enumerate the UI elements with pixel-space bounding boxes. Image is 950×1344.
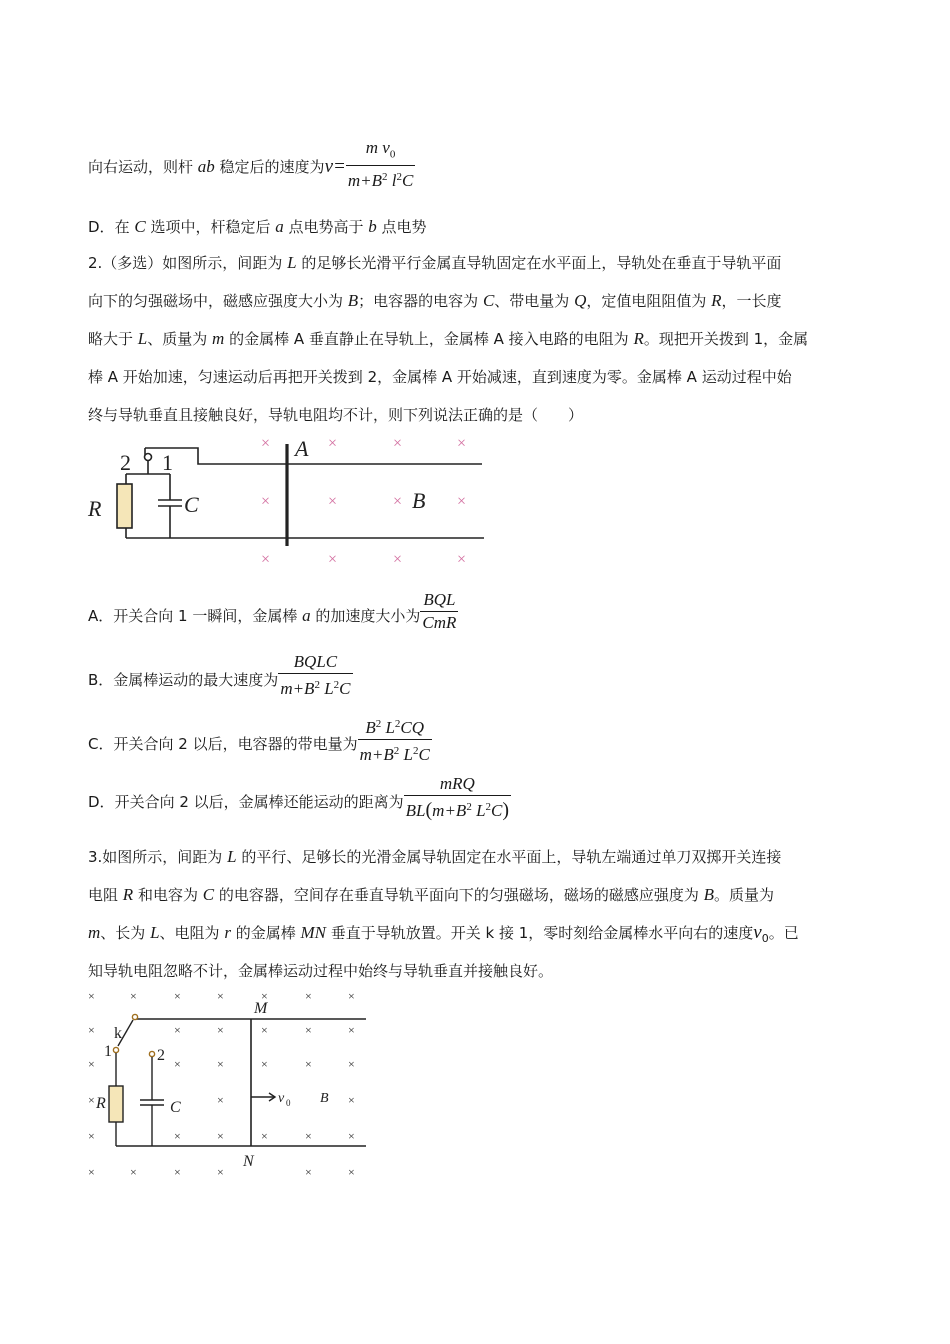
field-cross: × [348, 1165, 355, 1179]
option-b-fraction: $\frac{\text{BQLC}}{m+B^2 L^2C}$ [280, 652, 351, 698]
field-cross: × [328, 435, 338, 452]
velocity-fraction: $\frac{m v_0}{m+B^2 l^2C}$ [347, 138, 414, 191]
field-cross: × [261, 493, 271, 510]
field-cross: × [174, 989, 181, 1003]
field-cross: × [174, 1129, 181, 1143]
field-cross: × [174, 1023, 181, 1037]
field-cross: × [88, 1093, 95, 1107]
q2-line-1: 2.（多选）如图所示，间距为 L 的足够长光滑平行金属直导轨固定在水平面上，导轨处在垂直于导轨平面 [88, 253, 782, 272]
q2-line-4: 棒 A 开始加速，匀速运动后再把开关拨到 2，金属棒 A 开始减速，直到速度为零。金属棒 A 运动过程中始 [88, 368, 792, 386]
field-cross: × [130, 989, 137, 1003]
rod-label-m: M [254, 1000, 268, 1017]
field-cross: × [348, 1129, 355, 1143]
field-cross: × [348, 1057, 355, 1071]
field-cross: × [393, 435, 403, 452]
field-cross: × [457, 551, 467, 568]
field-cross: × [261, 1129, 268, 1143]
q2-circuit-figure [80, 428, 500, 578]
field-label: B [412, 488, 426, 513]
q2-option-b: B．金属棒运动的最大速度为 $\frac{\text{BQLC}}{m+B^2 L^2C}$ [88, 652, 351, 698]
q3-line-2: 电阻 R 和电容为 C 的电容器，空间存在垂直导轨平面向下的匀强磁场，磁场的磁感应强度为 B。质量为 [88, 885, 775, 904]
field-cross: × [217, 1057, 224, 1071]
field-cross: × [457, 493, 467, 510]
switch-label-2: 2 [157, 1047, 165, 1064]
field-cross: × [174, 1165, 181, 1179]
field-cross: × [261, 1023, 268, 1037]
field-cross: × [457, 435, 467, 452]
q1-option-d: D．在 C 选项中，杆稳定后 a 点电势高于 b 点电势 [88, 217, 427, 236]
switch-label-k: k [114, 1025, 122, 1042]
q2-option-c: C．开关合向 2 以后，电容器的带电量为 $\frac{B^2 L^2CQ}{m+B^2 L^2C}$ [88, 724, 432, 765]
field-cross: × [217, 1023, 224, 1037]
field-cross: × [348, 1093, 355, 1107]
field-cross: × [305, 1057, 312, 1071]
q3-line-3: m、长为 L、电阻为 r 的金属棒 MN 垂直于导轨放置。开关 k 接 1，零时刻给金属棒水平向右的速度$v_0$。已 [88, 922, 799, 945]
field-cross: × [261, 551, 271, 568]
field-cross: × [130, 1165, 137, 1179]
q2-line-5: 终与导轨垂直且接触良好，导轨电阻均不计，则下列说法正确的是（ ） [88, 406, 584, 424]
field-cross: × [88, 1165, 95, 1179]
field-label: B [320, 1091, 329, 1106]
q2-line-3: 略大于 L、质量为 m 的金属棒 A 垂直静止在导轨上，金属棒 A 接入电路的电阻为 R。现把开关拨到 1，金属 [88, 329, 809, 348]
switch-label-1: 1 [162, 450, 173, 475]
field-cross: × [174, 1057, 181, 1071]
field-cross: × [393, 493, 403, 510]
q2-option-d: D．开关合向 2 以后，金属棒还能运动的距离为 $\frac{\text{mRQ}}{BL(m+B^2 L^2C)}$ [88, 774, 510, 821]
q2-option-a: A．开关合向 1 一瞬间，金属棒 a 的加速度大小为 $\frac{\text{BQL}}{\text{CmR}}$ [88, 590, 457, 632]
q2-line-2: 向下的匀强磁场中，磁感应强度大小为 B；电容器的电容为 C、带电量为 Q，定值电阻阻值为 R，一长度 [88, 291, 782, 310]
field-cross: × [88, 989, 95, 1003]
field-cross: × [305, 1165, 312, 1179]
field-cross: × [217, 1129, 224, 1143]
formula-v: v= [324, 156, 346, 178]
field-cross: × [328, 493, 338, 510]
q3-line-1: 3.如图所示，间距为 L 的平行、足够长的光滑金属导轨固定在水平面上，导轨左端通过单刀双掷开关连接 [88, 847, 782, 866]
field-cross: × [261, 989, 268, 1003]
field-cross: × [305, 989, 312, 1003]
field-cross: × [328, 551, 338, 568]
field-cross: × [217, 1093, 224, 1107]
field-cross: × [88, 1129, 95, 1143]
q1-line-1: 向右运动，则杆 ab 稳定后的速度为v= $\frac{m v_0}{m+B^2 l^2C}$ [88, 138, 414, 191]
capacitor-label: C [170, 1099, 181, 1116]
option-d-fraction: $\frac{\text{mRQ}}{BL(m+B^2 L^2C)}$ [405, 774, 510, 821]
capacitor-label: C [184, 492, 199, 517]
field-cross: × [88, 1057, 95, 1071]
resistor-label: R [88, 496, 102, 521]
field-cross: × [393, 551, 403, 568]
field-cross: × [305, 1129, 312, 1143]
q3-line-4: 知导轨电阻忽略不计，金属棒运动过程中始终与导轨垂直并接触良好。 [88, 962, 554, 980]
field-cross: × [348, 989, 355, 1003]
field-cross: × [261, 1057, 268, 1071]
resistor-label: R [96, 1095, 106, 1112]
switch-label-1: 1 [104, 1043, 112, 1060]
velocity-subscript: 0 [286, 1098, 291, 1108]
option-a-fraction: $\frac{\text{BQL}}{\text{CmR}}$ [422, 590, 457, 632]
field-cross: × [88, 1023, 95, 1037]
field-cross: × [305, 1023, 312, 1037]
rod-label-n: N [243, 1153, 254, 1170]
q3-circuit-figure [80, 984, 380, 1184]
field-cross: × [217, 989, 224, 1003]
velocity-label: v [278, 1091, 285, 1106]
field-cross: × [348, 1023, 355, 1037]
option-c-fraction: $\frac{B^2 L^2CQ}{m+B^2 L^2C}$ [359, 718, 430, 764]
rod-label: A [295, 436, 309, 461]
switch-label-2: 2 [120, 450, 131, 475]
field-cross: × [261, 435, 271, 452]
field-cross: × [217, 1165, 224, 1179]
